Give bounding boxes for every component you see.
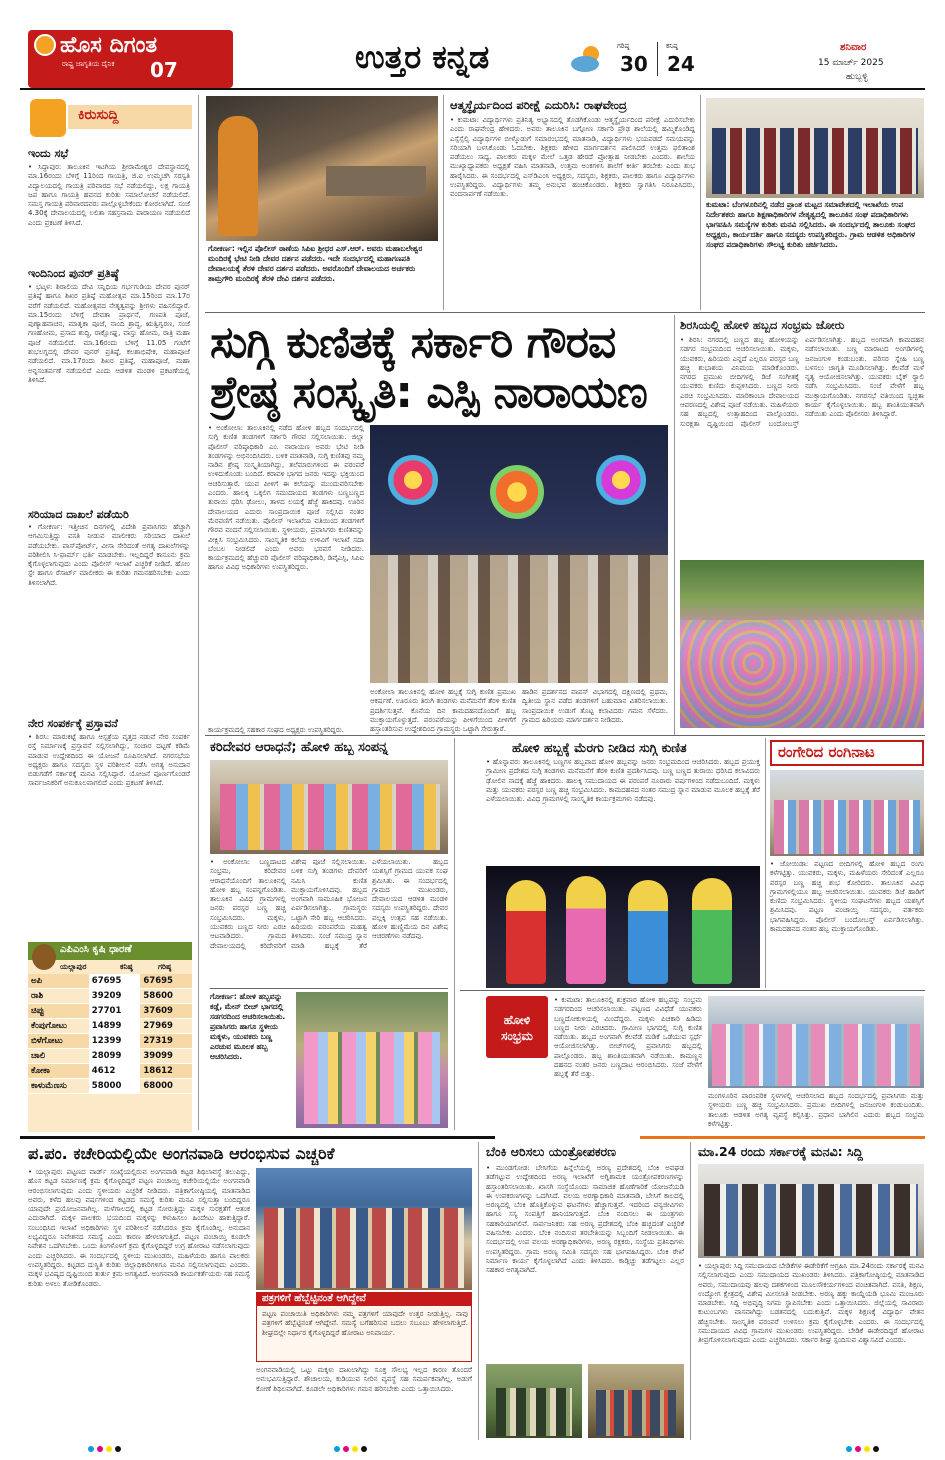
street-crowd [774, 800, 920, 854]
brand-tagline: ರಾಷ್ಟ್ರ ಜಾಗೃತಿಯ ದೈನಿಕ [62, 60, 115, 68]
anganwadi-box-title: ಪತ್ರಗಳಿಗೆ ಹೆಬ್ಬೆಟ್ಟಿನಂತೆ ಆಗಿದ್ದೇವೆ [262, 1293, 366, 1304]
col-rule-3 [700, 95, 701, 310]
kumta-group-photo [706, 98, 924, 198]
rates-row [28, 989, 192, 1004]
main-body-2: ಅಂಕೋಲಾ ತಾಲೂಕಿನಲ್ಲಿ ಹೋಳಿ ಹಬ್ಬಕ್ಕೆ ಸುಗ್ಗಿ ಕುಣಿತ ಪ್ರಮುಖ ಆಕರ್ಷಣೆ. ಊರೂರು ತಿರುಗಿ ತಂಡಗಳು ಮನೆಮನೆಗೆ ತೆರಳಿ ಕುಣಿತ ಪ್ರದರ್ಶಿಸುತ್ತವೆ. ಕೊನೆಯ ದಿನ ಕಾಮದಹನದೊಂದಿಗೆ ಹಬ್ಬ ಮುಕ್ತಾಯಗೊಳ್ಳುತ್ತದೆ. ಪರಂಪರೆಯನ್ನು ಪೀಳಿಗೆಯಿಂದ ಪೀಳಿಗೆಗೆ ಹಸ್ತಾಂತರಿಸುವ ಉದ್ದೇಶದಿಂದ ಗ್ರಾಮಸ್ಥರು ಒಟ್ಟಾಗಿ ಸೇರುತ್ತಾರೆ. [370, 688, 516, 734]
rates-min: 14899 [89, 1019, 141, 1034]
col-rule-7 [478, 1142, 479, 1440]
kumta-holi-photo [708, 996, 924, 1088]
reg-dots-mid [334, 1446, 367, 1452]
edition-title: ಉತ್ತರ ಕನ್ನಡ [355, 38, 490, 76]
confidence-headline: ಆತ್ಮಸ್ಥೈರ್ಯದಿಂದ ಪರೀಕ್ಷೆ ಎದುರಿಸಿ: ರಾಘವೇಂದ್ರ [450, 98, 627, 112]
col-rule-1 [198, 95, 199, 1130]
dancer-2 [566, 876, 606, 984]
dancer-4 [692, 878, 732, 984]
rates-row [28, 1019, 192, 1034]
masthead-date: 15 ಮಾರ್ಚ್ 2025 [818, 58, 884, 68]
crowd [370, 555, 668, 683]
suggi-main-photo [370, 425, 668, 683]
brand-mark-icon [34, 34, 56, 56]
col-rule-4 [674, 315, 675, 735]
reg-dots-left [88, 1446, 121, 1452]
temp-min-label: ಕನಿಷ್ಠ [666, 42, 678, 50]
main-body: • ಅಂಕೋಲಾ: ತಾಲೂಕಿನಲ್ಲಿ ನಡೆದ ಹೋಳಿ ಹಬ್ಬದ ಸಂದರ್ಭದಲ್ಲಿ ಸುಗ್ಗಿ ಕುಣಿತ ತಂಡಗಳಿಗೆ ಸರ್ಕಾರಿ ಗೌರವ ಸಲ್ಲಿಸಲಾಯಿತು. ಜಿಲ್ಲಾ ಪೊಲೀಸ್ ವರಿಷ್ಠಾಧಿಕಾರಿ ಎಂ. ನಾರಾಯಣ ಅವರು ಭೇಟಿ ನೀಡಿ ತಂಡಗಳನ್ನು ಅಭಿನಂದಿಸಿದರು. ಬಳಿಕ ಮಾತನಾಡಿ, ಸುಗ್ಗಿ ಕುಣಿತವು ನಮ್ಮ ನಾಡಿನ ಶ್ರೇಷ್ಠ ಸಂಸ್ಕೃತಿಯಾಗಿದ್ದು, ತಲೆಮಾರುಗಳಿಂದ ಈ ಪರಂಪರೆ ಉಳಿದುಕೊಂಡು ಬಂದಿದೆ. ಕರಾವಳಿ ಭಾಗದ ಜನರು ಇದನ್ನು ಭಕ್ತಿಯಿಂದ ಆಚರಿಸುತ್ತಾರೆ. ಯುವ ಪೀಳಿಗೆ ಈ ಕಲೆಯನ್ನು ಮುಂದುವರಿಸಬೇಕು ಎಂದರು. ಹಾಲಕ್ಕಿ ಒಕ್ಕಲಿಗ ಸಮುದಾಯದ ತಂಡಗಳು ಬಣ್ಣಬಣ್ಣದ ತುರಾಯಿ ಧರಿಸಿ ಢೋಲು, ತಾಳದ ಲಯಕ್ಕೆ ಹೆಜ್ಜೆ ಹಾಕಿದವು. ಊರಿನ ದೇವಾಲಯದ ಎದುರು ಸಾಂಪ್ರದಾಯಿಕ ಪೂಜೆ ಸಲ್ಲಿಸಿದ ನಂತರ ಮೆರವಣಿಗೆ ನಡೆಯಿತು. ಪೊಲೀಸ್ ಇಲಾಖೆಯ ವತಿಯಿಂದ ತಂಡಗಳಿಗೆ ಗೌರವ ವಂದನೆ ಸಲ್ಲಿಸಲಾಯಿತು. ಸ್ಥಳೀಯರು, ಪ್ರವಾಸಿಗರು ಕುಣಿತವನ್ನು ವೀಕ್ಷಿಸಿ ಸಂಭ್ರಮಿಸಿದರು. ಸಾಂಸ್ಕೃತಿಕ ಕಲೆಯ ಉಳಿವಿಗೆ ಇಲಾಖೆ ಸದಾ ಬೆಂಬಲ ನೀಡಲಿದೆ ಎಂದು ಅವರು ಭರವಸೆ ನೀಡಿದರು. ಕಾರ್ಯಕ್ರಮದಲ್ಲಿ ಹೆಚ್ಚುವರಿ ಪೊಲೀಸ್ ವರಿಷ್ಠಾಧಿಕಾರಿ, ಡಿವೈಎಸ್ಪಿ, ಸಿಪಿಐ ಹಾಗೂ ವಿವಿಧ ಅಧಿಕಾರಿಗಳು ಉಪಸ್ಥಿತರಿದ್ದರು. [208, 424, 364, 572]
holi-group [712, 1024, 920, 1086]
briefs-column [20, 95, 192, 935]
temp-max: 30 [620, 52, 648, 76]
brief-2-body: • ಭಟ್ಕಳ: ಶಿರಾಲಿಯ ದೇವಿ ಸನ್ನಿಧಿಯ ಗರ್ಭಗುಡಿಯ ದೇವರ ಪುನರ್ ಪ್ರತಿಷ್ಠೆ ಹಾಗೂ ಶಿಖರ ಪ್ರತಿಷ್ಠೆ ಮಹೋತ್ಸವ ಮಾ.15ರಿಂದ ಮಾ.17ರ ವರೆಗೆ ನಡೆಯಲಿದೆ. ಮಹೋತ್ಸವದ ನೇತೃತ್ವವನ್ನು ಶ್ರೀಗಳು ವಹಿಸಲಿದ್ದಾರೆ. ಮಾ.15ರಂದು ಬೆಳಿಗ್ಗೆ ದೇವತಾ ಪ್ರಾರ್ಥನೆ, ಗಣಪತಿ ಪೂಜೆ, ಪುಣ್ಯಾಹವಾಚನ, ಮಾತೃಕಾ ಪೂಜೆ, ನಾಂದಿ ಶ್ರಾದ್ಧ, ಋತ್ವಿಗ್ವರಣ, ಸಂಜೆ ಗಣಹೋಮ, ಪ್ರಸಾದ ಶುದ್ಧಿ, ರಾಕ್ಷೋಘ್ನ, ವಾಸ್ತು ಹೋಮ, ರಾತ್ರಿ ಮಹಾ ಪೂಜೆ ನಡೆಯಲಿದೆ. ಮಾ.16ರಂದು ಬೆಳಿಗ್ಗೆ 11.05 ಗಂಟೆಗೆ ಶುಭಲಗ್ನದಲ್ಲಿ ದೇವರ ಪುನರ್ ಪ್ರತಿಷ್ಠೆ, ಕಲಶಾಭಿಷೇಕ, ಮಹಾಪೂಜೆ ನಡೆಯಲಿದೆ. ಮಾ.17ರಂದು ಶಿಖರ ಪ್ರತಿಷ್ಠೆ, ಮಹಾಪೂಜೆ, ಮಹಾ ಅನ್ನಸಂತರ್ಪಣೆ ನಡೆಯಲಿದೆ ಎಂದು ಆಡಳಿತ ಮಂಡಳಿ ಪ್ರಕಟಣೆಯಲ್ಲಿ ತಿಳಿಸಿದೆ. [28, 283, 190, 384]
siddi-body: • ಯಲ್ಲಾಪುರ: ಸಿದ್ದಿ ಸಮುದಾಯದ ಬೇಡಿಕೆಗಳ ಈಡೇರಿಕೆಗೆ ಆಗ್ರಹಿಸಿ ಮಾ.24ರಂದು ಸರ್ಕಾರಕ್ಕೆ ಮನವಿ ಸಲ್ಲಿಸಲಾಗುವುದು ಎಂದು ಸಮುದಾಯದ ಮುಖಂಡರು ತಿಳಿಸಿದರು. ಪತ್ರಿಕಾಗೋಷ್ಠಿಯಲ್ಲಿ ಮಾತನಾಡಿದ ಅವರು, ಸಮುದಾಯವು ಹಲವು ದಶಕಗಳಿಂದ ಮೂಲಸೌಕರ್ಯಗಳಿಂದ ವಂಚಿತವಾಗಿದೆ. ವಸತಿ, ಶಿಕ್ಷಣ, ಉದ್ಯೋಗ ಕ್ಷೇತ್ರದಲ್ಲಿ ವಿಶೇಷ ಮೀಸಲಾತಿ ನೀಡಬೇಕು. ಅರಣ್ಯ ಹಕ್ಕು ಕಾಯ್ದೆಯಡಿ ಭೂಮಿ ಮಂಜೂರು ಮಾಡಬೇಕು. ಸಿದ್ದಿ ಅಭಿವೃದ್ಧಿ ನಿಗಮ ಸ್ಥಾಪಿಸಬೇಕು ಎಂದು ಒತ್ತಾಯಿಸಿದರು. ಜಿಲ್ಲೆಯಲ್ಲಿ ಸಾವಿರಾರು ಕುಟುಂಬಗಳು ವಾಸವಾಗಿದ್ದು ಬಡತನದಲ್ಲಿ ಬದುಕುತ್ತಿವೆ. ಮಕ್ಕಳ ಶಿಕ್ಷಣಕ್ಕೆ ವಿದ್ಯಾರ್ಥಿ ವೇತನ ಹೆಚ್ಚಿಸಬೇಕು. ಸಾಂಸ್ಕೃತಿಕ ಪರಂಪರೆ ಉಳಿಸಲು ಕ್ರಮ ಕೈಗೊಳ್ಳಬೇಕು ಎಂದರು. ಈ ಸಂದರ್ಭದಲ್ಲಿ ಸಮುದಾಯದ ವಿವಿಧ ಗ್ರಾಮಗಳ ಮುಖಂಡರು ಉಪಸ್ಥಿತರಿದ್ದರು. ಬೇಡಿಕೆ ಈಡೇರದಿದ್ದರೆ ಹೋರಾಟ ತೀವ್ರಗೊಳಿಸಲಾಗುವುದು ಎಂದು ಎಚ್ಚರಿಸಿದರು. ಸರ್ಕಾರ ಶೀಘ್ರ ಸ್ಪಂದಿಸುವ ವಿಶ್ವಾಸವಿದೆ ಎಂದರು. [698, 1262, 924, 1345]
col-rule-2 [443, 95, 444, 310]
brief-1-title: ಇಂದು ಸಭೆ [28, 147, 69, 160]
rangeri-rule [460, 990, 925, 991]
sirsi-headline: ಶಿರಸಿಯಲ್ಲಿ ಹೋಳಿ ಹಬ್ಬದ ಸಂಭ್ರಮ ಜೋರು [680, 318, 845, 332]
rates-name: ಕೋಕಾ [28, 1064, 89, 1079]
rates-min: 39209 [89, 989, 141, 1004]
rates-max: 27319 [140, 1034, 192, 1049]
bottom-rule-dark [20, 1136, 495, 1139]
suggi-night-photo [486, 866, 760, 988]
rates-name: ಅಪಿ [28, 974, 89, 989]
temp-min: 24 [667, 52, 695, 76]
rates-title: ಎಪಿಎಂಸಿ ಕೃಷಿ ಧಾರಣೆ [60, 944, 132, 955]
temp-max-label: ಗರಿಷ್ಠ [617, 42, 630, 50]
rates-name: ಬಿಳೆಗೋಟು [28, 1034, 89, 1049]
rangeri-photo [770, 770, 924, 856]
rates-name: ಕೆಂಪುಗೋಟು [28, 1019, 89, 1034]
altar-table [326, 166, 426, 196]
anganwadi-headline: ಪ.ಪಂ. ಕಚೇರಿಯಲ್ಲಿಯೇ ಅಂಗನವಾಡಿ ಆರಂಭಿಸುವ ಎಚ್ಚರಿಕೆ [28, 1144, 335, 1163]
masthead [0, 0, 945, 92]
gokarna-photo [206, 96, 438, 241]
fire-body: • ಮುಂಡಗೋಡ: ಬೇಸಿಗೆಯ ಹಿನ್ನೆಲೆಯಲ್ಲಿ ಅರಣ್ಯ ಪ್ರದೇಶದಲ್ಲಿ ಬೆಂಕಿ ಅವಘಡ ತಡೆಗಟ್ಟುವ ಉದ್ದೇಶದಿಂದ ಅರಣ್ಯ ಇಲಾಖೆಗೆ ಅಗ್ನಿಶಾಮಕ ಯಂತ್ರೋಪಕರಣಗಳನ್ನು ಹಸ್ತಾಂತರಿಸಲಾಯಿತು. ಖಾಸಗಿ ಸಂಸ್ಥೆಯೊಂದು ಸಾಮಾಜಿಕ ಹೊಣೆಗಾರಿಕೆ ಯೋಜನೆಯಡಿ ಈ ಉಪಕರಣಗಳನ್ನು ಒದಗಿಸಿದೆ. ವಲಯ ಅರಣ್ಯಾಧಿಕಾರಿ ಮಾತನಾಡಿ, ಬೇಸಿಗೆ ಕಾಲದಲ್ಲಿ ಅರಣ್ಯದಲ್ಲಿ ಬೆಂಕಿ ಹೊತ್ತಿಕೊಳ್ಳುವ ಘಟನೆಗಳು ಹೆಚ್ಚಾಗುತ್ತವೆ. ಇದರಿಂದ ವನ್ಯಜೀವಿಗಳು ಹಾಗೂ ಸಸ್ಯ ಸಂಪತ್ತಿಗೆ ಹಾನಿಯಾಗುತ್ತದೆ. ಬೆಂಕಿ ನಂದಿಸಲು ಈ ಯಂತ್ರಗಳು ಸಹಕಾರಿಯಾಗಲಿವೆ. ಸಾರ್ವಜನಿಕರು ಸಹ ಅರಣ್ಯ ಪ್ರದೇಶದಲ್ಲಿ ಬೆಂಕಿ ಹಚ್ಚದಂತೆ ಎಚ್ಚರಿಕೆ ವಹಿಸಬೇಕು ಎಂದರು. ಬೆಂಕಿ ನಂದಿಸುವ ತರಬೇತಿಯನ್ನು ಸಿಬ್ಬಂದಿಗೆ ನೀಡಲಾಯಿತು. ಈ ಸಂದರ್ಭದಲ್ಲಿ ಉಪ ವಲಯ ಅರಣ್ಯಾಧಿಕಾರಿಗಳು, ಅರಣ್ಯ ರಕ್ಷಕರು, ಸಂಸ್ಥೆಯ ಪ್ರತಿನಿಧಿಗಳು ಉಪಸ್ಥಿತರಿದ್ದರು. ಗ್ರಾಮ ಅರಣ್ಯ ಸಮಿತಿ ಸದಸ್ಯರು ಸಹ ಭಾಗವಹಿಸಿದ್ದರು. ಬೆಂಕಿ ರೇಖೆ ನಿರ್ಮಾಣ ಕಾರ್ಯ ಕೈಗೊಳ್ಳಲಾಗಿದೆ ಎಂದು ತಿಳಿಸಿದರು. ಕಾಡ್ಗಿಚ್ಚು ತಡೆಗಟ್ಟಲು ಎಲ್ಲರ ಸಹಕಾರ ಅಗತ್ಯವಾಗಿದೆ. [486, 1164, 684, 1275]
briefs-header [20, 95, 192, 139]
rates-max: 67695 [140, 974, 192, 989]
fire-photo-1 [486, 1364, 582, 1438]
col-rule-6 [765, 738, 766, 988]
briefs-title: ಕಿರುಸುದ್ದಿ [78, 107, 119, 123]
siddi-headline: ಮಾ.24 ರಂದು ಸರ್ಕಾರಕ್ಕೆ ಮನವಿ: ಸಿದ್ದಿ [698, 1144, 863, 1159]
equipment-group [596, 1390, 676, 1436]
press-meet [704, 1184, 918, 1256]
rates-place: ಯಲ್ಲಾಪುರ [60, 962, 87, 971]
rates-row [28, 1034, 192, 1049]
brief-2-title: ಇಂದಿನಿಂದ ಪುನರ್ ಪ್ರತಿಷ್ಠೆ [28, 267, 119, 280]
anganwadi-body-2: ಅಂಗನವಾಡಿಯಲ್ಲಿ ಒಟ್ಟು ಮಕ್ಕಳು ದಾಖಲಾಗಿದ್ದು ಸೂಕ್ತ ಸೌಲಭ್ಯ ಇಲ್ಲದ ಕಾರಣ ತೊಂದರೆ ಅನುಭವಿಸುತ್ತಿದ್ದಾರೆ. ಶೌಚಾಲಯ, ಕುಡಿಯುವ ನೀರಿನ ವ್ಯವಸ್ಥೆ ಸಹ ಸಮರ್ಪಕವಾಗಿಲ್ಲ. ಅಡುಗೆ ಕೋಣೆ ಶಿಥಿಲವಾಗಿದೆ. ಕೂಡಲೇ ಅಧಿಕಾರಿಗಳು ಗಮನ ಹರಿಸಬೇಕು ಎಂದು ಒತ್ತಾಯಿಸಿದರು. [256, 1366, 472, 1393]
rates-col-min: ಕನಿಷ್ಠ [120, 962, 133, 971]
anganwadi-body: • ಯಲ್ಲಾಪುರ: ಪಟ್ಟಣದ ವಾರ್ಡ್ ಸಂಖ್ಯೆಯಲ್ಲಿರುವ ಅಂಗನವಾಡಿ ಕಟ್ಟಡ ಶಿಥಿಲಾವಸ್ಥೆ ತಲುಪಿದ್ದು, ಹೊಸ ಕಟ್ಟಡ ನಿರ್ಮಾಣಕ್ಕೆ ಕ್ರಮ ಕೈಗೊಳ್ಳದಿದ್ದರೆ ಪಟ್ಟಣ ಪಂಚಾಯ್ತಿ ಕಚೇರಿಯಲ್ಲಿಯೇ ಅಂಗನವಾಡಿ ಆರಂಭಿಸಲಾಗುವುದು ಎಂದು ಸ್ಥಳೀಯರು ಎಚ್ಚರಿಕೆ ನೀಡಿದರು. ಪತ್ರಿಕಾಗೋಷ್ಠಿಯಲ್ಲಿ ಮಾತನಾಡಿದ ಅವರು, ಕಳೆದ ಹಲವು ವರ್ಷಗಳಿಂದ ಕಟ್ಟಡದ ಸಮಸ್ಯೆ ಕುರಿತು ಮನವಿ ಸಲ್ಲಿಸುತ್ತಾ ಬಂದಿದ್ದರೂ ಯಾವುದೇ ಪ್ರಯೋಜನವಾಗಿಲ್ಲ. ಮಳೆಗಾಲದಲ್ಲಿ ಕಟ್ಟಡ ಸೋರುತ್ತಿದ್ದು ಮಕ್ಕಳ ಸುರಕ್ಷತೆಗೆ ಆತಂಕ ಎದುರಾಗಿದೆ. ಮಕ್ಕಳ ಪಾಲಕರು ಭಯದಿಂದ ಮಕ್ಕಳನ್ನು ಕಳುಹಿಸಲು ಹಿಂದೇಟು ಹಾಕುತ್ತಿದ್ದಾರೆ. ಸಂಬಂಧಿಸಿದ ಇಲಾಖೆ ಅಧಿಕಾರಿಗಳು ಸ್ಥಳ ಪರಿಶೀಲನೆ ನಡೆಸಿದರೂ ಕ್ರಮ ಕೈಗೊಂಡಿಲ್ಲ. ಅನುದಾನ ಲಭ್ಯವಿದ್ದರೂ ನಿವೇಶನದ ಸಮಸ್ಯೆ ಎಂದು ಕಾರಣ ಹೇಳಲಾಗುತ್ತಿದೆ. ಪಟ್ಟಣ ಪಂಚಾಯ್ತಿ ಕೂಡಲೇ ನಿವೇಶನ ಒದಗಿಸಬೇಕು. ಒಂದು ತಿಂಗಳೊಳಗೆ ಕ್ರಮ ಕೈಗೊಳ್ಳದಿದ್ದರೆ ಉಗ್ರ ಹೋರಾಟ ನಡೆಸಲಾಗುವುದು ಎಂದು ಎಚ್ಚರಿಸಿದರು. ಈ ಸಂದರ್ಭದಲ್ಲಿ ಸ್ಥಳೀಯ ಮುಖಂಡರು, ಮಹಿಳೆಯರು ಹಾಗೂ ಪಾಲಕರು ಉಪಸ್ಥಿತರಿದ್ದರು. ಕಟ್ಟಡದ ದುಸ್ಥಿತಿ ಕುರಿತು ಜಿಲ್ಲಾಧಿಕಾರಿಗಳಿಗೂ ಮನವಿ ಸಲ್ಲಿಸಲಾಗುವುದು ಎಂದರು. ಮಕ್ಕಳ ಭವಿಷ್ಯದ ದೃಷ್ಟಿಯಿಂದ ತುರ್ತು ಕ್ರಮ ಅಗತ್ಯವಿದೆ. ಅಂಗನವಾಡಿ ಕಾರ್ಯಕರ್ತೆಯರು ಸಹ ಸಮಸ್ಯೆ ಕುರಿತು ಅಳಲು ತೋಡಿಕೊಂಡರು. [28, 1168, 250, 1288]
siddi-photo [698, 1164, 924, 1258]
suggi-body: • ಹೊನ್ನಾವರ: ತಾಲೂಕಿನಲ್ಲಿ ಬಣ್ಣಗಳ ಹಬ್ಬವಾದ ಹೋಳಿ ಹಬ್ಬವನ್ನು ಜನರು ಸಂಭ್ರಮದಿಂದ ಆಚರಿಸಿದರು. ಹಬ್ಬದ ಪ್ರಯುಕ್ತ ಗ್ರಾಮೀಣ ಪ್ರದೇಶದ ಸುಗ್ಗಿ ತಂಡಗಳು ಮನೆಮನೆಗೆ ತೆರಳಿ ಕುಣಿತ ಪ್ರದರ್ಶಿಸಿದವು. ಬಣ್ಣ ಬಣ್ಣದ ತುರಾಯಿ ಧರಿಸಿದ ಕಲಾವಿದರು ಢೋಲಿನ ನಾದಕ್ಕೆ ಹೆಜ್ಜೆ ಹಾಕಿದರು. ಹಾಲಕ್ಕಿ ಸಮುದಾಯದ ಈ ಪರಂಪರೆ ನೂರಾರು ವರ್ಷಗಳಿಂದ ನಡೆದುಬಂದಿದೆ. ಮಕ್ಕಳು ಮತ್ತು ಯುವಕರು ಪರಸ್ಪರ ಬಣ್ಣ ಹಚ್ಚಿ ಸಂಭ್ರಮಿಸಿದರು. ಕಾಮದಹನದ ನಂತರ ಸಮುದ್ರ ಸ್ನಾನ ಮಾಡುವ ಮೂಲಕ ಹಬ್ಬಕ್ಕೆ ತೆರೆ ಎಳೆಯಲಾಯಿತು. ವಿವಿಧ ಗ್ರಾಮಗಳಲ್ಲಿ ಸಾಂಸ್ಕೃತಿಕ ಕಾರ್ಯಕ್ರಮಗಳು ನಡೆದವು. [486, 758, 760, 804]
rates-name: ಚಾಲಿ [28, 1049, 89, 1064]
col-rule-5 [454, 738, 455, 1130]
rates-row [28, 974, 192, 989]
karidevar-photo [210, 760, 448, 854]
kumta-holi-caption: ಮಂಗಳೂರಿನ ಪಾರಂಪರಿಕ ಸ್ಥಳಗಳಲ್ಲಿ ಆಚರಿಸಲಾದ ಹಬ್ಬದ ಸಂದರ್ಭದಲ್ಲಿ ಪ್ರವಾಸಿಗರು ಮತ್ತು ಸ್ಥಳೀಯರು ಬಣ್ಣ ಹಚ್ಚಿ ಸಂಭ್ರಮಿಸಿದರು. ಪ್ರಮುಖ ಬೀದಿಗಳಲ್ಲಿ ಜನಜಂಗುಳಿ ಕಂಡುಬಂದಿತು. ತಾಲೂಕು ಆಡಳಿತ ಅಗತ್ಯ ವ್ಯವಸ್ಥೆ ಕಲ್ಪಿಸಿತ್ತು. ಪ್ರಧಾನ ಬಾಗಿಲಿನ ಎದುರು ಹಬ್ಬದ ಸಂಭ್ರಮ ಕಳೆಗಟ್ಟಿತ್ತು. [708, 1092, 924, 1128]
rates-min: 4612 [89, 1064, 141, 1079]
rates-max: 18612 [140, 1064, 192, 1079]
brief-4-title: ನೇರ ಸಂಪರ್ಕಕ್ಕೆ ಪ್ರಸ್ತಾವನೆ [28, 717, 118, 730]
color-crowd [680, 620, 924, 728]
anganwadi-photo [256, 1168, 472, 1290]
rates-min: 58000 [89, 1079, 141, 1094]
bottom-rule-accent [640, 1136, 925, 1139]
main-headline-2: ಶ್ರೇಷ್ಠ ಸಂಸ್ಕೃತಿ: ಎಸ್ಪಿ ನಾರಾಯಣ [210, 367, 647, 418]
holi-kids [304, 1032, 440, 1124]
rates-box [28, 942, 192, 1132]
brief-3-body: • ಗೋಕರ್ಣ: ಇತ್ತೀಚಿನ ದಿನಗಳಲ್ಲಿ ವಿದೇಶಿ ಪ್ರವಾಸಿಗರು ಹೆಚ್ಚಾಗಿ ಆಗಮಿಸುತ್ತಿದ್ದು ವಸತಿ ನೀಡುವ ಮಾಲೀಕರು ಸರಿಯಾದ ದಾಖಲೆ ಪಡೆಯಬೇಕು. ಪಾಸ್‌ಪೋರ್ಟ್, ವೀಸಾ ಸೇರಿದಂತೆ ಅಗತ್ಯ ದಾಖಲೆಗಳನ್ನು ಪರಿಶೀಲಿಸಿ ಸಿ-ಫಾರ್ಮ್ ಭರ್ತಿ ಮಾಡಬೇಕು. ಇಲ್ಲದಿದ್ದರೆ ಕಾನೂನು ಕ್ರಮ ಕೈಗೊಳ್ಳಲಾಗುವುದು ಎಂದು ಪೊಲೀಸ್ ಇಲಾಖೆ ಎಚ್ಚರಿಕೆ ನೀಡಿದೆ. ಹೋಂ ಸ್ಟೇ ಹಾಗೂ ರೆಸಾರ್ಟ್ ಮಾಲೀಕರು ಈ ಕುರಿತು ಗಮನಹರಿಸಬೇಕು ಎಂದು ತಿಳಿಸಲಾಗಿದೆ. [28, 523, 190, 587]
rates-max: 58600 [140, 989, 192, 1004]
brief-4-body: • ಶಿರಸಿ: ಮಾರುಕಟ್ಟೆ ಹಾಗೂ ಆಸ್ಪತ್ರೆಯ ವೃತ್ತದ ನಡುವೆ ನೇರ ಸಂಪರ್ಕ ರಸ್ತೆ ನಿರ್ಮಾಣಕ್ಕೆ ಪ್ರಸ್ತಾವನೆ ಸಲ್ಲಿಸಲಾಗಿದ್ದು, ಸಂಚಾರ ದಟ್ಟಣೆ ಕಡಿಮೆ ಮಾಡುವ ಉದ್ದೇಶದಿಂದ ಈ ಯೋಜನೆ ರೂಪಿಸಲಾಗಿದೆ. ನಗರಸಭೆಯ ಅಧ್ಯಕ್ಷರು ಹಾಗೂ ಸದಸ್ಯರು ಸ್ಥಳ ಪರಿಶೀಲನೆ ನಡೆಸಿ ಅಗತ್ಯ ಅನುದಾನ ಬಿಡುಗಡೆಗೆ ಸರ್ಕಾರಕ್ಕೆ ಮನವಿ ಸಲ್ಲಿಸಿದ್ದಾರೆ. ಯೋಜನೆ ಪೂರ್ಣಗೊಂಡರೆ ಸಾರ್ವಜನಿಕರಿಗೆ ಅನುಕೂಲವಾಗಲಿದೆ ಎಂದು ಪ್ರಕಟಣೆ ತಿಳಿಸಿದೆ. [28, 733, 190, 788]
brand-name: ಹೊಸ ದಿಗಂತ [60, 33, 158, 58]
main-body-3: ಹಾಡಿನ ಪ್ರದರ್ಶನದ ವಾಪಸ್ ವಿಭಾಗದಲ್ಲಿ ದಕ್ಷಿಣದಲ್ಲಿ ಪ್ರಥಮ, ದ್ವಿತೀಯ ಸ್ಥಾನ ಪಡೆದ ತಂಡಗಳಿಗೆ ಬಹುಮಾನ ವಿತರಿಸಲಾಯಿತು. ಸಾಂಪ್ರದಾಯಿಕ ಉಡುಗೆ ತೊಟ್ಟ ಕಲಾವಿದರು ಗಮನ ಸೆಳೆದರು. ಗ್ರಾಮದ ಹಿರಿಯರು ಮಾರ್ಗದರ್ಶನ ನೀಡಿದರು. [522, 688, 668, 724]
rates-col-max: ಗರಿಷ್ಠ [158, 962, 172, 971]
rates-min: 27701 [89, 1004, 141, 1019]
rates-min: 12399 [89, 1034, 141, 1049]
karidevar-rule [210, 988, 448, 989]
rates-nut-icon [32, 944, 56, 970]
karidevar-headline: ಕರಿದೇವರ ಆರಾಧನೆ; ಹೋಳಿ ಹಬ್ಬ ಸಂಪನ್ನ [210, 740, 389, 755]
masthead-city: ಹುಬ್ಬಳ್ಳಿ [846, 72, 868, 82]
main-headline-1: ಸುಗ್ಗಿ ಕುಣಿತಕ್ಕೆ ಸರ್ಕಾರಿ ಗೌರವ [210, 317, 616, 368]
kumta-holi-box-title: ಹೋಳಿ ಸಂಭ್ರಮ [501, 1013, 533, 1043]
sirsi-crowd-photo [680, 560, 924, 728]
dancer-1 [506, 880, 546, 984]
temp-divider [657, 42, 658, 76]
suggi-headline: ಹೋಳಿ ಹಬ್ಬಕ್ಕೆ ಮೆರಗು ನೀಡಿದ ಸುಗ್ಗಿ ಕುಣಿತ [512, 740, 687, 755]
briefs-hand-icon [30, 99, 66, 137]
flower-crown-1 [388, 455, 438, 505]
reg-dots-right [846, 1446, 879, 1452]
top-row-rule [205, 312, 925, 313]
priest-figure [218, 116, 258, 236]
kumta-holi-body: • ಕುಮಟಾ: ತಾಲೂಕಿನಲ್ಲಿ ಶುಕ್ರವಾರ ಹೋಳಿ ಹಬ್ಬವನ್ನು ಸಂಭ್ರಮ ಸಡಗರದಿಂದ ಆಚರಿಸಲಾಯಿತು. ಪಟ್ಟಣದ ವಿವಿಧೆಡೆ ಯುವಕರು ಬಣ್ಣದೋಕುಳಿಯಲ್ಲಿ ಮಿಂದೆದ್ದರು. ಮಕ್ಕಳು ಪಿಚಕಾರಿ ಹಿಡಿದು ಬಣ್ಣದ ನೀರು ಎರಚಿದರು. ಗ್ರಾಮೀಣ ಭಾಗದಲ್ಲಿ ಸುಗ್ಗಿ ಕುಣಿತ ನಡೆಯಿತು. ಹಬ್ಬದ ಅಂಗವಾಗಿ ಕೆಲವೆಡೆ ಮಡಿಕೆ ಒಡೆಯುವ ಸ್ಪರ್ಧೆ ಆಯೋಜಿಸಲಾಗಿತ್ತು. ಬೀಚ್‌ಗಳಲ್ಲಿ ಪ್ರವಾಸಿಗರು ಹಬ್ಬದಲ್ಲಿ ಪಾಲ್ಗೊಂಡರು. ಹಬ್ಬ ಶಾಂತಿಯುತವಾಗಿ ನಡೆಯಿತು. ಕಾಮಣ್ಣನ ದಹನದ ನಂತರ ಜನರು ಬಣ್ಣದಾಟ ಆರಂಭಿಸಿದರು. ಸಂಜೆ ವೇಳೆಗೆ ಹಬ್ಬಕ್ಕೆ ತೆರೆ ಬಿತ್ತು. [554, 996, 702, 1079]
forest-staff [496, 1388, 572, 1436]
group-people [712, 128, 918, 194]
rates-name: ಚಿಪ್ಪು [28, 1004, 89, 1019]
sirsi-body: • ಶಿರಸಿ: ನಗರದಲ್ಲಿ ಬಣ್ಣದ ಹಬ್ಬ ಹೋಳಿಯನ್ನು ಸಡಗರ ಸಂಭ್ರಮದಿಂದ ಆಚರಿಸಲಾಯಿತು. ಮಕ್ಕಳು, ಯುವಕರು, ಹಿರಿಯರು ಎನ್ನದೆ ಎಲ್ಲರೂ ಪರಸ್ಪರ ಬಣ್ಣ ಹಚ್ಚಿ ಶುಭಾಶಯ ವಿನಿಮಯ ಮಾಡಿಕೊಂಡರು. ನಗರದ ಪ್ರಮುಖ ಬೀದಿಗಳಲ್ಲಿ ಡಿಜೆ ಸಂಗೀತಕ್ಕೆ ಯುವಕರು ಕುಣಿದು ಕುಪ್ಪಳಿಸಿದರು. ಬಣ್ಣದ ನೀರು ಎರಚಿ ಸಂಭ್ರಮಿಸಿದರು. ಮಾರಿಕಾಂಬಾ ದೇವಾಲಯದ ಆವರಣದಲ್ಲಿ ವಿಶೇಷ ಪೂಜೆ ನಡೆಯಿತು. ಮಹಿಳೆಯರು ಸಹ ಹಬ್ಬದಲ್ಲಿ ಉತ್ಸಾಹದಿಂದ ಪಾಲ್ಗೊಂಡರು. ಸುರಕ್ಷತಾ ದೃಷ್ಟಿಯಿಂದ ಪೊಲೀಸ್ ಬಂದೋಬಸ್ತ್ ಏರ್ಪಡಿಸಲಾಗಿತ್ತು. ಹಬ್ಬದ ಅಂಗವಾಗಿ ಕಾಮದಹನ ನಡೆಸಲಾಯಿತು. ಬಣ್ಣ ಮಾರಾಟದ ಅಂಗಡಿಗಳಲ್ಲಿ ಜನಜಂಗುಳಿ ಕಂಡುಬಂತು. ಪರಿಸರ ಸ್ನೇಹಿ ಬಣ್ಣ ಬಳಸಲು ಜಾಗೃತಿ ಮೂಡಿಸಲಾಗಿತ್ತು. ಕೆಲವೆಡೆ ಮಳೆ ನೃತ್ಯ ಆಯೋಜಿಸಲಾಗಿತ್ತು. ಯುವಕರು ಬೈಕ್ ರ್‍ಯಾಲಿ ನಡೆಸಿ ಸಂಭ್ರಮಿಸಿದರು. ಸಂಜೆ ವೇಳೆಗೆ ಹಬ್ಬ ಮುಕ್ತಾಯಗೊಂಡಿತು. ನಗರಸಭೆ ವತಿಯಿಂದ ಸ್ವಚ್ಛತಾ ಕಾರ್ಯ ಕೈಗೊಳ್ಳಲಾಯಿತು. ಹಬ್ಬ ಶಾಂತಿಯುತವಾಗಿ ನಡೆಯಿತು ಎಂದು ಪೊಲೀಸರು ತಿಳಿಸಿದ್ದಾರೆ. [680, 336, 924, 428]
rates-max: 39099 [140, 1049, 192, 1064]
weather-icon [567, 42, 607, 76]
rates-min: 28099 [89, 1049, 141, 1064]
col-rule-8 [690, 1142, 691, 1440]
fire-headline: ಬೆಂಕಿ ಆರಿಸಲು ಯಂತ್ರೋಪಕರಣ [486, 1144, 616, 1159]
rates-row [28, 1049, 192, 1064]
rates-table [28, 974, 192, 1094]
anganwadi-box-body: ಪಟ್ಟಣ ಪಂಚಾಯಿತಿ ಅಧಿಕಾರಿಗಳು ನಮ್ಮ ಪತ್ರಗಳಿಗೆ ಯಾವುದೇ ಉತ್ತರ ನೀಡುತ್ತಿಲ್ಲ. ನಾವು ಪತ್ರಗಳಿಗೆ ಹೆಬ್ಬೆಟ್ಟಿನಂತೆ ಆಗಿದ್ದೇವೆ. ಸಮಸ್ಯೆ ಬಗೆಹರಿಸುವ ಬದಲು ಸಬೂಬು ಹೇಳಲಾಗುತ್ತಿದೆ. ಶೀಘ್ರದಲ್ಲೇ ನಿರ್ಧಾರ ಕೈಗೊಳ್ಳದಿದ್ದರೆ ಹೋರಾಟ ಅನಿವಾರ್ಯ. [262, 1310, 468, 1337]
gokarna-holi-caption: ಗೋಕರ್ಣ: ಹೋಳಿ ಹಬ್ಬವನ್ನು ಕಡ್ಲೆ, ಮೇನ್ ಬೀಚ್ ಭಾಗದಲ್ಲಿ ಸಡಗರದಿಂದ ಆಚರಿಸಲಾಯಿತು. ಪ್ರವಾಸಿಗರು ಹಾಗೂ ಸ್ಥಳೀಯ ಮಕ್ಕಳು, ಯುವಕರು ಬಣ್ಣ ಎರಚುವ ಮೂಲಕ ಹಬ್ಬ ಆಚರಿಸಿದರು. [210, 992, 286, 1061]
brief-1-body: • ಸಿದ್ದಾಪುರ: ತಾಲೂಕಿನ ಇಟಗಿಯ ಶ್ರೀರಾಮೇಶ್ವರ ದೇವಸ್ಥಾನದಲ್ಲಿ ಮಾ.16ರಂದು ಬೆಳಿಗ್ಗೆ 11ರಿಂದ ಗಾಯತ್ರಿ, ಜಿ.ಐ ಉಮ್ಮಚಗಿ ಸರಸ್ವತಿ ವಿದ್ಯಾಲಯದಲ್ಲಿ ಗಾಯತ್ರಿ ಪರಿವಾರದ ಸಭೆ ನಡೆಯಲಿದ್ದು, ಲಕ್ಷ ಗಾಯತ್ರಿ ಜಪ ಹಾಗೂ ಗಾಯತ್ರಿ ಹವನದ ಕುರಿತು ಸಮಾಲೋಚನೆ ನಡೆಯಲಿದೆ. ಸಮಸ್ತ ಗಾಯತ್ರಿ ಪರಿವಾರದವರು ಪಾಲ್ಗೊಳ್ಳಬೇಕೆಂದು ಕೋರಲಾಗಿದೆ. ಸಂಜೆ 4.30ಕ್ಕೆ ದೇವಾಲಯದಲ್ಲಿ ಲಲಿತಾ ಸಹಸ್ರನಾಮ ಪಾರಾಯಣ ನಡೆಯಲಿದೆ ಎಂದು ಪ್ರಕಟಣೆ ತಿಳಿಸಿದೆ. [28, 163, 190, 227]
rates-max: 68000 [140, 1079, 192, 1094]
rangeri-headline: ರಂಗೇರಿದ ರಂಗಿನಾಟ [778, 743, 875, 761]
kumta-group-caption: ಕುಮಟಾ: ಬೆಂಗಳೂರಿನಲ್ಲಿ ನಡೆದ ಪ್ರಾಂತ ಮಟ್ಟದ ಸಮಾವೇಶದಲ್ಲಿ ಇಲಾಖೆಯ ಉಪ ನಿರ್ದೇಶಕರು ಹಾಗೂ ಶಿಕ್ಷಣಾಧಿಕಾರಿಗಳ ನೇತೃತ್ವದಲ್ಲಿ ತಾಲೂಕಿನ ಸಂಘ ಪದಾಧಿಕಾರಿಗಳು ಭಾಗವಹಿಸಿ ಸಮಸ್ಯೆಗಳ ಕುರಿತು ಮನವಿ ಸಲ್ಲಿಸಿದರು. ಈ ಸಂದರ್ಭದಲ್ಲಿ ತಾಲೂಕು ಸಂಘದ ಅಧ್ಯಕ್ಷರು, ಕಾರ್ಯದರ್ಶಿ ಹಾಗೂ ಸದಸ್ಯರು ಉಪಸ್ಥಿತರಿದ್ದರು. ಗ್ರಾಮ ಆಡಳಿತ ಅಧಿಕಾರಿಗಳ ಸಂಘದ ಪದಾಧಿಕಾರಿಗಳು ಸೌಲಭ್ಯ ಕುರಿತು ಚರ್ಚಿಸಿದರು. [706, 200, 916, 249]
rates-min: 67695 [89, 974, 141, 989]
gokarna-caption: ಗೋಕರ್ಣ: ಇಲ್ಲಿನ ಪೊಲೀಸ್ ಠಾಣೆಯ ಸಿಪಿಐ ಶ್ರೀಧರ ಎಸ್.ಆರ್. ಅವರು ಮಹಾಬಲೇಶ್ವರ ಮಂದಿರಕ್ಕೆ ಭೇಟಿ ನೀಡಿ ದೇವರ ದರ್ಶನ ಪಡೆದರು. ಇದೇ ಸಂದರ್ಭದಲ್ಲಿ ಮಹಾಗಣಪತಿ ದೇವಾಲಯಕ್ಕೆ ತೆರಳಿ ದೇವರ ದರ್ಶನ ಪಡೆದರು. ಅವರೊಂದಿಗೆ ದೇವಾಲಯದ ಅರ್ಚಕರು ತಾಮ್ರಗೌರಿ ಮಂದಿರಕ್ಕೆ ತೆರಳಿ ದೇವಿ ದರ್ಶನ ಪಡೆದರು. [208, 244, 423, 283]
rangeri-body: • ಜೋಯಿಡಾ: ಪಟ್ಟಣದ ಬೀದಿಗಳಲ್ಲಿ ಹೋಳಿ ಹಬ್ಬದ ರಂಗು ಕಳೆಗಟ್ಟಿತ್ತು. ಯುವಕರು, ಮಕ್ಕಳು, ಮಹಿಳೆಯರು ಸೇರಿದಂತೆ ಎಲ್ಲರೂ ಪರಸ್ಪರ ಬಣ್ಣ ಹಚ್ಚಿ ಶುಭ ಕೋರಿದರು. ತಾಲೂಕಿನ ವಿವಿಧ ಗ್ರಾಮಗಳಲ್ಲಿಯೂ ಹಬ್ಬ ಆಚರಿಸಲಾಯಿತು. ಯುವಕರು ಡಿಜೆ ಹಾಡಿಗೆ ಕುಣಿದು ಸಂಭ್ರಮಿಸಿದರು. ಸ್ಥಳೀಯ ಸಂಘಟನೆಗಳು ಹಬ್ಬದ ಯಶಸ್ಸಿಗೆ ಶ್ರಮಿಸಿದವು. ಪಟ್ಟಣ ಪಂಚಾಯ್ತಿ ಸದಸ್ಯರು, ವರ್ತಕರು ಭಾಗವಹಿಸಿದ್ದರು. ಪೊಲೀಸ್ ಬಂದೋಬಸ್ತ್ ಏರ್ಪಡಿಸಲಾಗಿತ್ತು. ಕಾಮದಹನದ ನಂತರ ಹಬ್ಬ ಮುಕ್ತಾಯಗೊಂಡಿತು. [770, 860, 924, 934]
kids-group [220, 784, 440, 850]
flower-crown-2 [490, 465, 544, 519]
dancer-3 [628, 880, 668, 984]
masthead-day: ಶನಿವಾರ [840, 42, 867, 53]
karidevar-body: • ಅಂಕೋಲಾ: ಬಣ್ಣದಾಟದ ಸಂಭ್ರಮ, ಕರಿದೇವರ ಆರಾಧನೆಯೊಂದಿಗೆ ತಾಲೂಕಿನಲ್ಲಿ ಹೋಳಿ ಹಬ್ಬ ಸಂಪನ್ನಗೊಂಡಿತು. ತಾಲೂಕಿನ ವಿವಿಧ ಗ್ರಾಮಗಳಲ್ಲಿ ಜನರು ಪರಸ್ಪರ ಬಣ್ಣ ಹಚ್ಚಿ ಸಂಭ್ರಮಿಸಿದರು. ಮಕ್ಕಳು, ಯುವಕರು ಬಣ್ಣದ ನೀರು ಎರಚಿ ಆಟವಾಡಿದರು. ಗ್ರಾಮದ ದೇವಾಲಯದಲ್ಲಿ ಕರಿದೇವರಿಗೆ ವಿಶೇಷ ಪೂಜೆ ಸಲ್ಲಿಸಲಾಯಿತು. ಬಳಿಕ ಸುಗ್ಗಿ ತಂಡಗಳು ದೇವರಿಗೆ ನಮಿಸಿ ಕುಣಿತ ಮುಕ್ತಾಯಗೊಳಿಸಿದವು. ಹಬ್ಬದ ಅಂಗವಾಗಿ ಸಾಮೂಹಿಕ ಭೋಜನ ಏರ್ಪಡಿಸಲಾಗಿತ್ತು. ಗ್ರಾಮಸ್ಥರು ಒಟ್ಟಾಗಿ ಸೇರಿ ಹಬ್ಬ ಆಚರಿಸಿದರು. ಹಿರಿಯರು ಪರಂಪರೆಯ ಮಹತ್ವ ತಿಳಿಸಿದರು. ಸಂಜೆ ಸಮುದ್ರ ಸ್ನಾನ ಮಾಡಿ ಹಬ್ಬಕ್ಕೆ ತೆರೆ ಎಳೆಯಲಾಯಿತು. ಹಬ್ಬದ ಯಶಸ್ಸಿಗೆ ಗ್ರಾಮದ ಯುವಕ ಸಂಘ ಶ್ರಮಿಸಿತು. ಈ ಸಂದರ್ಭದಲ್ಲಿ ಗ್ರಾಮದ ಮುಖಂಡರು, ದೇವಾಲಯದ ಆಡಳಿತ ಮಂಡಳಿ ಸದಸ್ಯರು ಉಪಸ್ಥಿತರಿದ್ದರು. ದೇವರ ಪಲ್ಲಕ್ಕಿ ಉತ್ಸವ ಸಹ ನಡೆಯಿತು. ಹೋಳಿ ಹುಣ್ಣಿಮೆಯ ದಿನ ವಿಶೇಷ ಆಚರಣೆಗಳು ನಡೆದವು. [210, 858, 448, 950]
rates-name: ರಾಶಿ [28, 989, 89, 1004]
rates-row [28, 1079, 192, 1094]
rates-name: ಕಾಳುಮೆಣಸು [28, 1079, 89, 1094]
brief-3-title: ಸರಿಯಾದ ದಾಖಲೆ ಪಡೆಯಿರಿ [28, 508, 129, 521]
rates-row [28, 1004, 192, 1019]
mid-row-rule [205, 735, 925, 736]
page-number: 07 [150, 58, 178, 82]
meeting-people [264, 1208, 464, 1288]
masthead-rule [20, 88, 925, 90]
main-credit: ಕಾರ್ಯಕ್ರಮದಲ್ಲಿ ಸಹಕಾರ ಸಂಘದ ಅಧ್ಯಕ್ಷರು ಉಪಸ್ಥಿತರಿದ್ದರು. [208, 726, 344, 734]
fire-photo-2 [588, 1364, 684, 1438]
flower-crown-3 [596, 455, 646, 505]
rates-max: 27969 [140, 1019, 192, 1034]
gokarna-holi-photo [296, 992, 448, 1128]
rates-table-wrap [28, 974, 192, 1094]
rates-max: 37609 [140, 1004, 192, 1019]
confidence-body: • ಕುಮಟಾ: ವಿದ್ಯಾರ್ಥಿಗಳು ಪ್ರತಿನಿತ್ಯ ಅಭ್ಯಾಸದಲ್ಲಿ ತೊಡಗಿಕೊಂಡು ಆತ್ಮಸ್ಥೈರ್ಯದಿಂದ ಪರೀಕ್ಷೆ ಎದುರಿಸಬೇಕು ಎಂದು ರಾಘವೇಂದ್ರ ಹೇಳಿದರು. ಅವರು ತಾಲೂಕಿನ ಬಗ್ಗೋಣ ಸರ್ಕಾರಿ ಪ್ರೌಢ ಶಾಲೆಯಲ್ಲಿ ಹಮ್ಮಿಕೊಂಡಿದ್ದ ಎಸ್ಸೆಸ್ಸೆಲ್ಸಿ ವಿದ್ಯಾರ್ಥಿಗಳ ಬೀಳ್ಕೊಡುಗೆ ಸಮಾರಂಭದಲ್ಲಿ ಮಾತನಾಡಿ, ವಿದ್ಯಾರ್ಥಿಗಳು ಭಯಪಡದೆ ಸಮಯವನ್ನು ಸರಿಯಾಗಿ ಬಳಸಿಕೊಂಡು ಓದಬೇಕು. ಶಿಕ್ಷಕರು ಹೇಳಿದ ಮಾರ್ಗದರ್ಶನ ಪಾಲಿಸಿದರೆ ಉತ್ತಮ ಫಲಿತಾಂಶ ಪಡೆಯಲು ಸಾಧ್ಯ. ಪಾಲಕರು ಮಕ್ಕಳ ಮೇಲೆ ಒತ್ತಡ ಹೇರದೆ ಪ್ರೋತ್ಸಾಹ ನೀಡಬೇಕು ಎಂದರು. ಶಾಲೆಯ ಮುಖ್ಯಾಧ್ಯಾಪಕರು ಅಧ್ಯಕ್ಷತೆ ವಹಿಸಿ ಮಾತನಾಡಿ, ಉತ್ತಮ ಅಂಕಗಳಿಸಿ ಶಾಲೆಗೆ ಕೀರ್ತಿ ತರಬೇಕು ಎಂದು ಶುಭ ಹಾರೈಸಿದರು. ಈ ಸಂದರ್ಭದಲ್ಲಿ ಎಸ್‌ಡಿಎಂಸಿ ಅಧ್ಯಕ್ಷರು, ಸದಸ್ಯರು, ಶಿಕ್ಷಕರು, ಪಾಲಕರು ಹಾಗೂ ವಿದ್ಯಾರ್ಥಿಗಳು ಉಪಸ್ಥಿತರಿದ್ದರು. ವಿದ್ಯಾರ್ಥಿಗಳು ತಮ್ಮ ಅನುಭವ ಹಂಚಿಕೊಂಡರು. ಶಿಕ್ಷಕರು ಸ್ವಾಗತಿಸಿ ನಿರೂಪಿಸಿದರು, ವಂದನಾರ್ಪಣೆ ನಡೆಯಿತು. [450, 116, 695, 199]
rates-row [28, 1064, 192, 1079]
